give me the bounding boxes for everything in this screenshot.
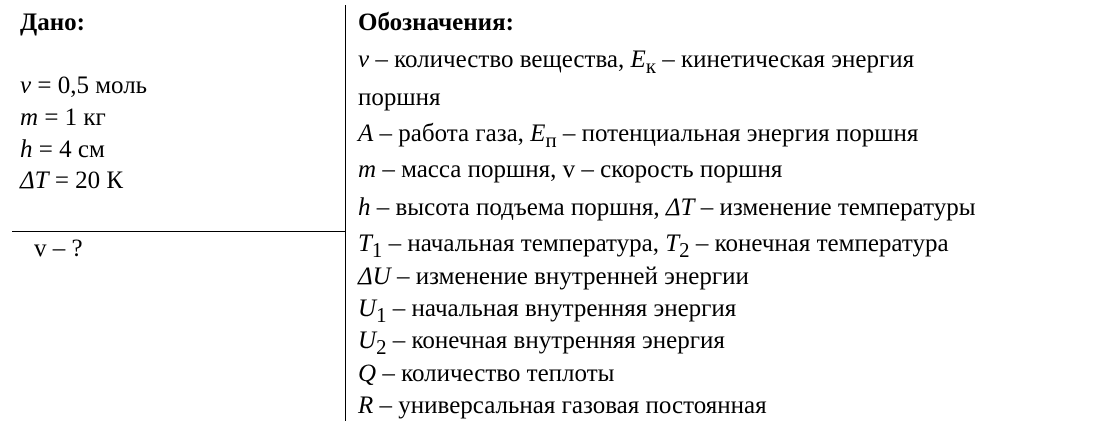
given-title: Дано: [20, 9, 85, 36]
notation-text: – высота подъема поршня, [370, 194, 666, 221]
notation-symbol: m [358, 156, 377, 183]
given-value: = 20 К [48, 167, 124, 194]
notation-line [358, 119, 918, 155]
notation-symbol: R [358, 392, 374, 419]
notation-line [358, 155, 782, 185]
notation-text: – масса поршня, v – скорость поршня [376, 156, 783, 183]
notation-symbol: ν [358, 46, 370, 73]
notation-symbol: T [358, 230, 372, 257]
given-item-mass [20, 103, 106, 133]
notation-line [358, 326, 725, 362]
notation-symbol: U [358, 295, 377, 322]
notation-text: – кинетическая энергия [655, 46, 915, 73]
given-value: = 0,5 моль [31, 72, 148, 99]
notation-text: – конечная температура [689, 230, 949, 257]
notation-symbol: ΔU [358, 263, 391, 290]
notation-subscript: 2 [376, 335, 387, 359]
notation-text: – конечная внутренняя энергия [386, 327, 725, 354]
notation-symbol: A [358, 120, 374, 147]
notation-text: – изменение температуры [694, 194, 976, 221]
notation-line [358, 391, 767, 421]
notation-line [358, 229, 949, 265]
notation-text: – количество теплоты [376, 360, 615, 387]
given-item-amount [20, 71, 147, 101]
given-value: = 1 кг [38, 104, 106, 131]
notation-subscript: 1 [376, 303, 387, 327]
given-item-height [20, 135, 105, 165]
given-symbol: m [20, 104, 39, 131]
given-symbol: ΔT [20, 167, 49, 194]
given-value: = 4 см [32, 136, 105, 163]
given-divider [12, 231, 345, 232]
notation-title: Обозначения: [358, 9, 514, 36]
notation-line [358, 359, 614, 389]
given-item-temp-change [20, 166, 123, 196]
notation-symbol: U [358, 327, 377, 354]
notation-text: – начальная внутренняя энергия [386, 295, 737, 322]
notation-symbol: h [358, 194, 371, 221]
notation-symbol: Q [358, 360, 377, 387]
notation-line [358, 193, 976, 223]
notation-symbol: ΔT [665, 194, 695, 221]
notation-symbol: T [665, 230, 680, 257]
notation-subscript: 2 [679, 238, 690, 262]
notation-symbol: E [530, 120, 546, 147]
notation-text: – универсальная газовая постоянная [373, 392, 767, 419]
notation-text: – изменение внутренней энергии [390, 263, 749, 290]
notation-subscript: к [645, 54, 656, 78]
notation-line [358, 45, 914, 81]
notation-text: поршня [358, 84, 441, 111]
notation-line [358, 262, 749, 292]
given-symbol: h [20, 136, 33, 163]
notation-text: – работа газа, [373, 120, 531, 147]
given-section [0, 0, 345, 438]
notation-text: – количество вещества, [369, 46, 631, 73]
notation-line [358, 83, 441, 113]
notation-subscript: 1 [371, 238, 383, 262]
notation-line [358, 294, 736, 330]
notation-text: – потенциальная энергия поршня [556, 120, 919, 147]
notation-text: – начальная температура, [382, 230, 666, 257]
notation-subscript: п [545, 128, 557, 152]
notation-symbol: E [630, 46, 646, 73]
column-divider [345, 5, 346, 421]
given-symbol: ν [20, 72, 32, 99]
find-statement: v – ? [34, 235, 83, 262]
